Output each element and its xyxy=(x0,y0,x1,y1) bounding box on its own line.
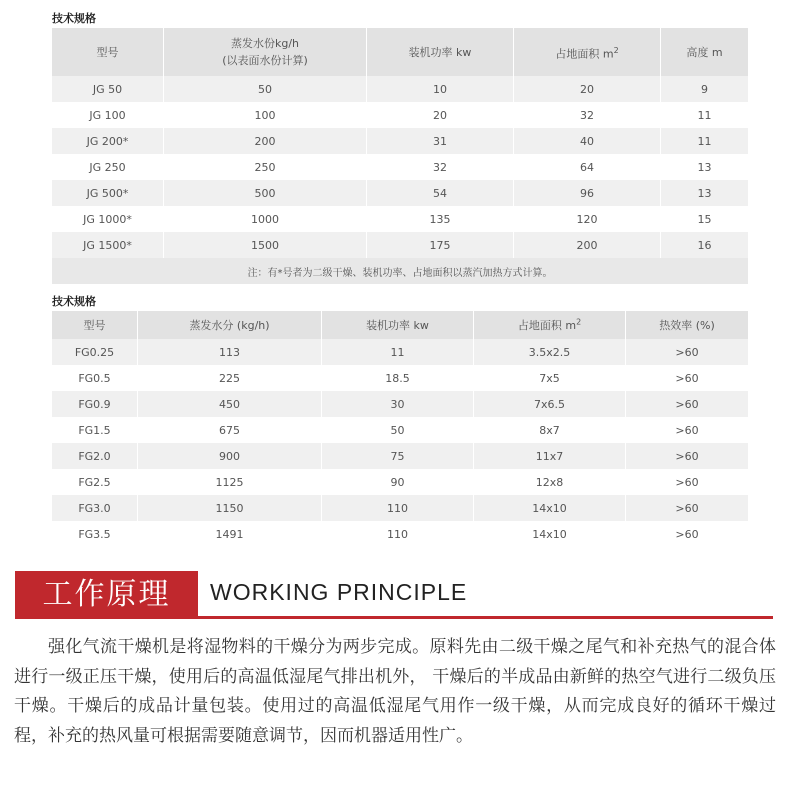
table-cell-model: FG0.5 xyxy=(52,365,138,391)
table-cell-area: 20 xyxy=(514,76,661,102)
table-row xyxy=(52,443,748,469)
table-header-row xyxy=(52,28,748,76)
table-cell-model: FG0.25 xyxy=(52,339,138,365)
table-cell-efficiency: >60 xyxy=(626,521,748,547)
col-header-evaporation: 蒸发水分 (kg/h) xyxy=(138,311,322,339)
table-row xyxy=(52,417,748,443)
working-principle-body: 强化气流干燥机是将湿物料的干燥分为两步完成。原料先由二级干燥之尾气和补充热气的混合体进行一级正压干燥，使用后的高温低湿尾气排出机外， 干燥后的半成品由新鲜的热空气进行二级负压干燥。干燥后的成品计量包装。使用过的高温低湿尾气用作一级干燥，从而完成良好的循环干燥过程，补充的热风量可根据需要随意调节，因而机器适用性广。 xyxy=(14,637,776,746)
table-cell-height: 11 xyxy=(661,102,748,128)
table-cell-evaporation: 1491 xyxy=(138,521,322,547)
table-cell-efficiency: >60 xyxy=(626,365,748,391)
table-cell-model: FG2.5 xyxy=(52,469,138,495)
col-header-evaporation xyxy=(164,28,367,76)
table-row xyxy=(52,469,748,495)
table-cell-evaporation: 113 xyxy=(138,339,322,365)
table-cell-area: 32 xyxy=(514,102,661,128)
table-cell-model: FG0.9 xyxy=(52,391,138,417)
table-cell-model: FG2.0 xyxy=(52,443,138,469)
table-cell-model: JG 100 xyxy=(52,102,164,128)
table-cell-area: 8x7 xyxy=(474,417,626,443)
table-row xyxy=(52,339,748,365)
table-cell-evaporation: 675 xyxy=(138,417,322,443)
table-cell-evaporation: 1500 xyxy=(164,232,367,258)
working-principle-title-cn: 工作原理 xyxy=(15,571,198,619)
table-cell-efficiency: >60 xyxy=(626,469,748,495)
table-cell-evaporation: 1150 xyxy=(138,495,322,521)
table-cell-model: JG 1500* xyxy=(52,232,164,258)
table-cell-height: 13 xyxy=(661,154,748,180)
table-row xyxy=(52,128,748,154)
table-cell-evaporation: 100 xyxy=(164,102,367,128)
table-cell-area: 120 xyxy=(514,206,661,232)
table-row xyxy=(52,102,748,128)
table-cell-evaporation: 450 xyxy=(138,391,322,417)
table-cell-power: 10 xyxy=(367,76,514,102)
table-row xyxy=(52,365,748,391)
fg-spec-table xyxy=(52,311,748,547)
col-header-evaporation-line1: 蒸发水份kg/h xyxy=(230,37,300,50)
table-cell-height: 13 xyxy=(661,180,748,206)
table-cell-evaporation: 1000 xyxy=(164,206,367,232)
table-cell-evaporation: 200 xyxy=(164,128,367,154)
col-header-power: 装机功率 kw xyxy=(367,28,514,76)
table-cell-area: 14x10 xyxy=(474,495,626,521)
table-cell-area: 14x10 xyxy=(474,521,626,547)
table-row xyxy=(52,521,748,547)
table-row xyxy=(52,391,748,417)
table-cell-area: 7x6.5 xyxy=(474,391,626,417)
table-row xyxy=(52,180,748,206)
table-cell-power: 110 xyxy=(322,495,474,521)
table-cell-power: 31 xyxy=(367,128,514,154)
table-cell-power: 32 xyxy=(367,154,514,180)
table-cell-power: 175 xyxy=(367,232,514,258)
col-header-efficiency: 热效率 (%) xyxy=(626,311,748,339)
col-header-evaporation-line2: (以表面水份计算) xyxy=(222,54,308,67)
table-note-row xyxy=(52,258,748,284)
jg-spec-table xyxy=(52,28,748,284)
table-cell-model: FG3.5 xyxy=(52,521,138,547)
table-cell-model: JG 50 xyxy=(52,76,164,102)
table-cell-height: 16 xyxy=(661,232,748,258)
table-cell-height: 9 xyxy=(661,76,748,102)
table-cell-evaporation: 250 xyxy=(164,154,367,180)
col-header-model: 型号 xyxy=(52,311,138,339)
col-header-area xyxy=(474,311,626,339)
table-cell-evaporation: 50 xyxy=(164,76,367,102)
table-cell-area: 40 xyxy=(514,128,661,154)
table-row xyxy=(52,232,748,258)
table-header-row xyxy=(52,311,748,339)
table-cell-evaporation: 1125 xyxy=(138,469,322,495)
table-cell-height: 15 xyxy=(661,206,748,232)
col-header-area xyxy=(514,28,661,76)
col-header-model: 型号 xyxy=(52,28,164,76)
table-cell-area: 96 xyxy=(514,180,661,206)
table-cell-model: JG 500* xyxy=(52,180,164,206)
col-header-power: 装机功率 kw xyxy=(322,311,474,339)
table-cell-power: 18.5 xyxy=(322,365,474,391)
table-row xyxy=(52,495,748,521)
table-cell-area: 64 xyxy=(514,154,661,180)
table-cell-power: 90 xyxy=(322,469,474,495)
table-note: 注：有*号者为二级干燥、装机功率、占地面积以蒸汽加热方式计算。 xyxy=(52,258,748,284)
table-cell-power: 75 xyxy=(322,443,474,469)
table-cell-model: FG3.0 xyxy=(52,495,138,521)
table-cell-model: JG 250 xyxy=(52,154,164,180)
table-cell-area: 12x8 xyxy=(474,469,626,495)
table-cell-power: 50 xyxy=(322,417,474,443)
table-cell-power: 20 xyxy=(367,102,514,128)
table-cell-model: JG 1000* xyxy=(52,206,164,232)
table-cell-model: FG1.5 xyxy=(52,417,138,443)
col-header-area-text: 占地面积 m xyxy=(517,319,577,332)
table-cell-power: 11 xyxy=(322,339,474,365)
table-cell-area: 11x7 xyxy=(474,443,626,469)
table2-section-title: 技术规格 xyxy=(52,295,96,308)
table-cell-efficiency: >60 xyxy=(626,417,748,443)
header-divider xyxy=(198,616,773,619)
table-cell-height: 11 xyxy=(661,128,748,154)
table-cell-power: 30 xyxy=(322,391,474,417)
table-cell-power: 135 xyxy=(367,206,514,232)
table-cell-efficiency: >60 xyxy=(626,443,748,469)
table-cell-efficiency: >60 xyxy=(626,391,748,417)
col-header-area-sup: 2 xyxy=(576,317,582,327)
working-principle-header xyxy=(15,571,773,619)
table-cell-area: 7x5 xyxy=(474,365,626,391)
table-cell-area: 3.5x2.5 xyxy=(474,339,626,365)
table-row xyxy=(52,206,748,232)
table1-section-title: 技术规格 xyxy=(52,12,96,25)
table-cell-evaporation: 900 xyxy=(138,443,322,469)
table-cell-area: 200 xyxy=(514,232,661,258)
col-header-area-sup: 2 xyxy=(613,45,619,55)
table-row xyxy=(52,154,748,180)
table-cell-efficiency: >60 xyxy=(626,495,748,521)
table-cell-power: 110 xyxy=(322,521,474,547)
table-cell-model: JG 200* xyxy=(52,128,164,154)
table-cell-efficiency: >60 xyxy=(626,339,748,365)
table-cell-evaporation: 225 xyxy=(138,365,322,391)
table-row xyxy=(52,76,748,102)
col-header-area-text: 占地面积 m xyxy=(555,47,614,61)
table-cell-power: 54 xyxy=(367,180,514,206)
working-principle-title-en: WORKING PRINCIPLE xyxy=(210,579,468,605)
table-cell-evaporation: 500 xyxy=(164,180,367,206)
col-header-height: 高度 m xyxy=(661,28,748,76)
